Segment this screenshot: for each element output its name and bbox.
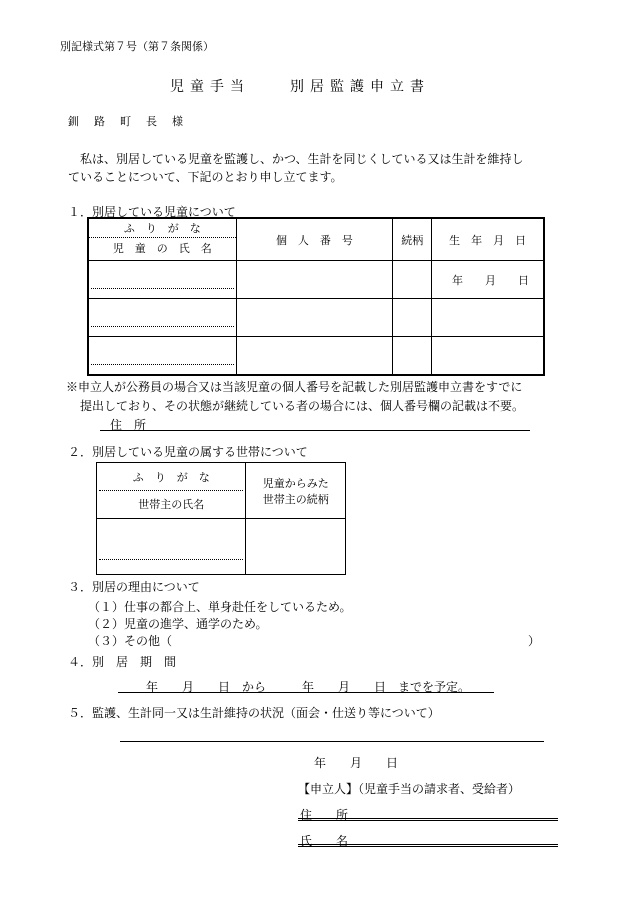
applicant-name-line[interactable] — [298, 844, 558, 847]
note-line1: ※申立人が公務員の場合又は当該児童の個人番号を記載した別居監護申立書をすでに — [66, 380, 523, 394]
separation-period-line — [118, 692, 494, 693]
householder-relation-header-2: 世帯主の続柄 — [262, 492, 329, 506]
applicant-address-line[interactable] — [298, 818, 558, 821]
note-line2: 提出しており、その状態が継続している者の場合には、個人番号欄の記載は不要。 — [80, 399, 525, 413]
section3-heading: ３．別居の理由について — [68, 580, 200, 594]
applicant-address-label: 住 所 — [300, 808, 349, 822]
personal-number-cell[interactable] — [236, 337, 393, 375]
relation-cell[interactable] — [393, 337, 432, 375]
separation-period[interactable]: 年 月 日 から 年 月 日 までを予定。 — [146, 680, 471, 694]
child-address-line[interactable] — [100, 430, 530, 431]
section2-heading: ２．別居している児童の属する世帯について — [68, 445, 308, 459]
child-name-header-cell — [89, 219, 237, 261]
relation-cell[interactable] — [393, 299, 432, 337]
householder-name-header: 世帯主の氏名 — [138, 497, 205, 511]
reason-option-3[interactable]: （３）その他（ — [88, 634, 173, 648]
child-name-cell[interactable] — [89, 299, 237, 337]
personal-number-header: 個 人 番 号 — [236, 219, 393, 261]
section4-heading: ４．別 居 期 間 — [68, 655, 177, 669]
householder-relation-cell[interactable] — [246, 519, 346, 575]
householder-name-cell[interactable] — [97, 519, 246, 575]
form-number: 別記様式第７号（第７条関係） — [60, 40, 214, 53]
section1-heading: １．別居している児童について — [68, 205, 236, 219]
submission-date[interactable]: 年 月 日 — [314, 756, 399, 770]
reason-option-2[interactable]: （２）児童の進学、通学のため。 — [88, 617, 268, 631]
child-furigana-header: ふ り が な — [89, 220, 236, 238]
personal-number-cell[interactable] — [236, 261, 393, 299]
relation-header: 続柄 — [393, 219, 432, 261]
birthdate-cell[interactable]: 年 月 日 — [432, 261, 544, 299]
personal-number-cell[interactable] — [236, 299, 393, 337]
householder-name-header-cell — [97, 463, 246, 519]
householder-relation-header-1: 児童からみた — [262, 476, 329, 490]
reason-option-1[interactable]: （１）仕事の都合上、単身赴任をしているため。 — [88, 600, 352, 614]
child-name-cell[interactable] — [89, 261, 237, 299]
section5-heading: ５．監護、生計同一又は生計維持の状況（面会・仕送り等について） — [68, 706, 440, 720]
applicant-name-label: 氏 名 — [300, 834, 349, 848]
birthdate-cell[interactable] — [432, 337, 544, 375]
householder-furigana-header: ふ り が な — [99, 464, 243, 491]
birthdate-cell[interactable] — [432, 299, 544, 337]
children-table — [88, 218, 544, 375]
status-line[interactable] — [120, 741, 544, 742]
household-table — [96, 462, 346, 575]
relation-cell[interactable] — [393, 261, 432, 299]
intro-line1: 私は、別居している児童を監護し、かつ、生計を同じくしている又は生計を維持し — [68, 152, 524, 166]
child-address-label: 住 所 — [110, 418, 147, 432]
addressee: 釧 路 町 長 様 — [68, 115, 185, 128]
child-name-header: 児 童 の 氏 名 — [112, 241, 212, 255]
birthdate-header: 生 年 月 日 — [432, 219, 544, 261]
child-name-cell[interactable] — [89, 337, 237, 375]
intro-line2: ていることについて、下記のとおり申し立てます。 — [68, 170, 343, 184]
reason-option-3-close: ） — [528, 634, 541, 648]
page-title: 児童手当 別居監護申立書 — [170, 79, 430, 95]
applicant-label: 【申立人】（児童手当の請求者、受給者） — [298, 782, 521, 796]
householder-relation-header-cell — [246, 463, 346, 519]
